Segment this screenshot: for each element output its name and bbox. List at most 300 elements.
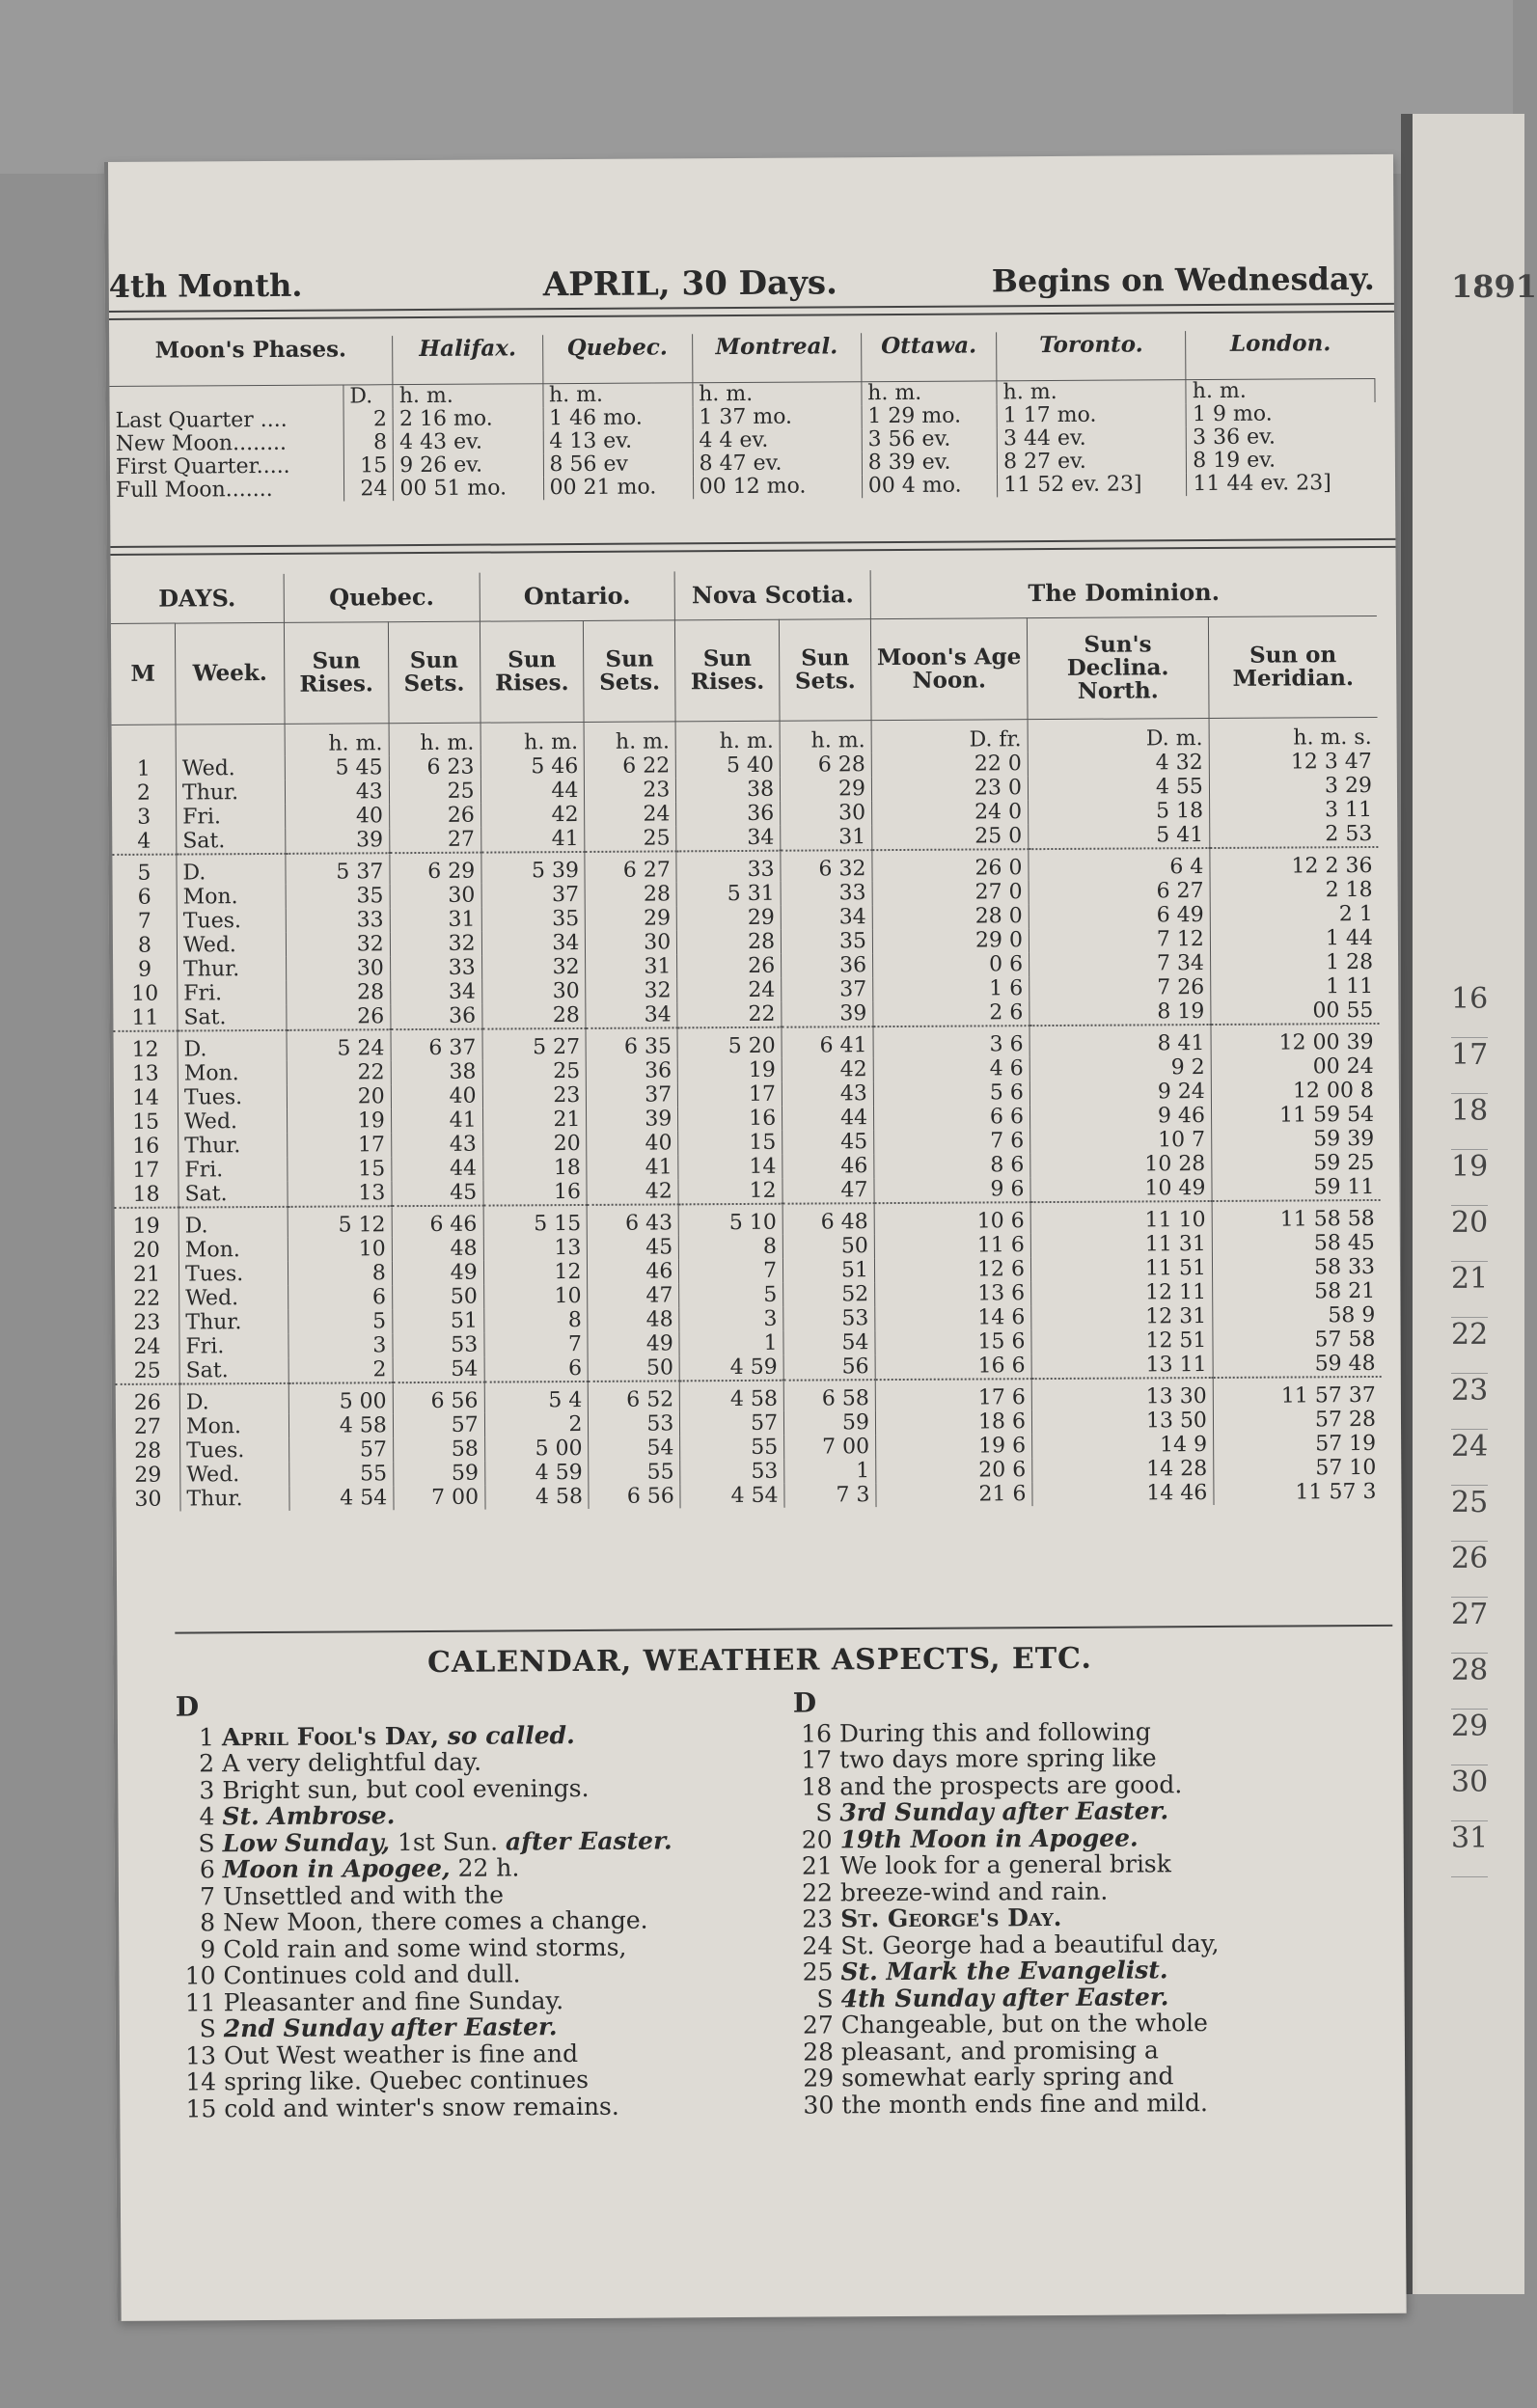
day-value: 12 31 — [1031, 1304, 1213, 1329]
phase-time: 8 56 ev — [543, 452, 693, 477]
calendar-day: S — [199, 2014, 216, 2043]
facing-page-year: 1891 — [1451, 268, 1537, 305]
day-value: 37 — [481, 883, 586, 908]
day-value: 6 56 — [589, 1484, 680, 1509]
calendar-day: 29 — [803, 2064, 835, 2093]
day-number: 8 — [113, 934, 178, 958]
phase-time: 00 12 mo. — [693, 475, 862, 499]
day-value: 2 1 — [1338, 901, 1373, 927]
day-number: 2 — [112, 781, 177, 806]
day-value: 31 — [390, 908, 481, 933]
day-value: 5 31 — [676, 882, 781, 907]
phase-time: 1 17 mo. — [997, 403, 1186, 427]
day-value: 14 6 — [875, 1305, 1031, 1330]
weekday: Mon. — [178, 1061, 287, 1086]
weekday: Sat. — [178, 1182, 288, 1208]
month-begins: Begins on Wednesday. — [991, 260, 1375, 300]
day-value: 47 — [782, 1178, 874, 1204]
day-value: 8 — [679, 1235, 783, 1260]
day-value: 4 54 — [289, 1486, 394, 1511]
day-value: 13 30 — [1031, 1378, 1213, 1409]
phase-time: 00 4 mo. — [862, 474, 998, 498]
day-number: 19 — [115, 1208, 179, 1239]
month-title: APRIL, 30 Days. — [542, 263, 837, 305]
day-value: 20 — [287, 1084, 391, 1109]
day-value: 28 0 — [872, 904, 1029, 929]
day-value: 11 10 — [1030, 1201, 1212, 1233]
day-value: 58 9 — [1328, 1302, 1376, 1328]
calendar-entry — [178, 2093, 718, 2122]
calendar-text: Changeable, but on the whole — [840, 2009, 1208, 2039]
weekday: Tues. — [180, 1438, 289, 1464]
col-header: Sun Rises. — [480, 620, 584, 723]
weekday: D. — [179, 1383, 288, 1415]
day-value: 5 24 — [287, 1029, 391, 1061]
weekday: Thur. — [178, 957, 287, 982]
day-number: 5 — [112, 855, 177, 886]
day-value: 35 — [781, 929, 872, 954]
day-value: 3 11 — [1325, 797, 1373, 823]
day-value: 5 46 — [480, 754, 585, 780]
calendar-text: somewhat early spring and — [841, 2062, 1174, 2093]
day-value: 6 41 — [782, 1026, 873, 1058]
col-header: Sun Sets. — [780, 619, 872, 722]
day-value: 13 50 — [1031, 1409, 1213, 1434]
day-number: 6 — [113, 886, 178, 910]
day-value: 00 24 — [1312, 1054, 1374, 1080]
day-number: 20 — [115, 1239, 179, 1263]
units-cell — [112, 725, 177, 757]
day-value: 51 — [783, 1258, 875, 1283]
facing-page-number: 18 — [1451, 1094, 1488, 1150]
day-value: 3 29 — [1324, 773, 1373, 799]
calendar-entry — [178, 1986, 718, 2016]
calendar-text: spring like. Quebec continues — [224, 2065, 590, 2096]
day-value: 59 — [394, 1462, 485, 1487]
day-value: 25 — [585, 826, 676, 852]
calendar-text: Bright sun, but cool evenings. — [222, 1773, 590, 1804]
phase-time: 00 51 mo. — [394, 477, 543, 501]
day-value: 42 — [587, 1179, 678, 1205]
day-value: 25 0 — [872, 824, 1029, 850]
day-value: 20 — [482, 1132, 587, 1157]
day-value: 55 — [589, 1460, 680, 1485]
day-value: 37 — [587, 1082, 678, 1108]
day-value: 53 — [783, 1306, 875, 1331]
day-value: 54 — [783, 1330, 875, 1355]
calendar-day: 3 — [199, 1775, 215, 1804]
weekday: Mon. — [177, 885, 286, 910]
day-value: 2 6 — [873, 1000, 1029, 1026]
day-value: 4 54 — [680, 1484, 784, 1509]
calendar-text: and the prospects are good. — [839, 1769, 1183, 1800]
moon-phases-header: Moon's Phases. — [109, 336, 393, 386]
day-value: 59 39 — [1313, 1126, 1375, 1152]
day-value: 58 33 — [1313, 1254, 1376, 1280]
day-value: 34 — [390, 980, 481, 1005]
day-value: 14 28 — [1032, 1457, 1214, 1482]
day-value: 12 00 8 — [1292, 1078, 1374, 1104]
phase-time: 9 26 ev. — [394, 453, 543, 478]
day-value: 23 — [585, 778, 676, 803]
calendar-text: cold and winter's snow remains. — [224, 2092, 619, 2122]
phase-d-label: D. — [343, 385, 394, 409]
day-value: 13 6 — [875, 1281, 1031, 1306]
weekday: Sat. — [177, 829, 286, 855]
weekday: Tues. — [178, 1262, 288, 1287]
calendar-text: Cold rain and some wind storms, — [223, 1932, 627, 1963]
calendar-day: 7 — [199, 1881, 216, 1910]
day-number: 10 — [113, 982, 178, 1006]
calendar-day: 6 — [199, 1855, 215, 1884]
day-number: 22 — [115, 1287, 179, 1311]
day-value: 57 — [289, 1437, 394, 1463]
calendar-text: St. George's Day. — [840, 1902, 1062, 1933]
day-value: 7 26 — [1029, 975, 1211, 1000]
day-value: 14 — [678, 1155, 782, 1180]
day-value: 57 — [393, 1413, 484, 1438]
day-value: 50 — [782, 1234, 874, 1259]
weekday: D. — [178, 1030, 287, 1062]
calendar-entry — [794, 1822, 1392, 1852]
facing-page-number: 16 — [1451, 982, 1488, 1038]
day-value: 24 — [677, 978, 782, 1003]
calendar-text: 4th Sunday after Easter. — [840, 1982, 1169, 2012]
calendar-text: St. Mark the Evangelist. — [840, 1956, 1168, 1986]
day-value: 27 — [390, 828, 481, 854]
day-value: 5 37 — [286, 853, 390, 885]
day-value: 6 58 — [783, 1380, 875, 1411]
phase-time: 8 27 ev. — [998, 450, 1187, 474]
day-value: 9 6 — [874, 1177, 1030, 1203]
day-value: 5 41 — [1029, 823, 1210, 849]
units-cell: D. fr. — [871, 720, 1028, 752]
calendar-text: two days more spring like — [839, 1743, 1157, 1774]
day-value: 6 27 — [585, 851, 676, 883]
day-value: 22 — [677, 1002, 782, 1028]
calendar-day: 14 — [185, 2067, 217, 2096]
phase-day: 2 — [343, 408, 394, 431]
weekday: Sat. — [179, 1358, 288, 1384]
day-number: 14 — [114, 1086, 178, 1110]
day-value: 28 — [677, 930, 782, 955]
calendar-day: 30 — [803, 2090, 835, 2120]
day-value: 7 3 — [784, 1483, 876, 1508]
phase-units: h. m. — [542, 383, 692, 407]
day-value: 49 — [588, 1331, 679, 1356]
units-cell — [176, 724, 285, 756]
calendar-text: Pleasanter and fine Sunday. — [223, 1985, 564, 2016]
day-value: 5 6 — [873, 1081, 1029, 1106]
day-value: 6 — [484, 1356, 589, 1382]
calendar-text: 1st Sun. — [389, 1826, 507, 1856]
day-value: 22 0 — [871, 752, 1028, 777]
day-value: 13 — [483, 1236, 588, 1261]
calendar-entry — [177, 1959, 717, 1989]
facing-page — [1401, 114, 1537, 2294]
col-header: Sun on Meridian. — [1208, 616, 1377, 718]
day-value: 17 6 — [875, 1379, 1031, 1410]
day-value: 10 — [483, 1284, 588, 1309]
day-value: 57 28 — [1314, 1407, 1377, 1433]
units-cell: h. m. — [675, 721, 780, 753]
phase-time: 8 47 ev. — [693, 452, 862, 476]
calendar-day: 9 — [200, 1934, 216, 1963]
day-value: 5 00 — [484, 1437, 589, 1462]
calendar-text: pleasant, and promising a — [840, 2035, 1159, 2066]
calendar-day: 27 — [802, 2011, 834, 2039]
calendar-entry — [176, 1774, 716, 1804]
day-value: 1 44 — [1325, 925, 1374, 951]
day-value: 1 6 — [873, 976, 1029, 1001]
phase-name: First Quarter..... — [110, 454, 344, 479]
group-header: Ontario. — [480, 571, 675, 621]
day-value: 11 59 54 — [1279, 1102, 1375, 1128]
day-value: 7 — [484, 1332, 589, 1357]
weekday: Wed. — [179, 1286, 288, 1311]
day-value: 21 6 — [876, 1482, 1032, 1507]
day-value: 33 — [286, 908, 390, 933]
day-value: 43 — [391, 1133, 482, 1158]
calendar-day: 10 — [184, 1961, 216, 1990]
day-number: 9 — [113, 958, 178, 982]
day-value: 12 11 — [1031, 1280, 1213, 1305]
day-value: 48 — [392, 1237, 483, 1262]
day-value: 52 — [783, 1282, 875, 1307]
calendar-rule — [175, 1625, 1392, 1634]
facing-page-number: 31 — [1451, 1821, 1488, 1877]
day-number: 11 — [113, 1006, 178, 1031]
day-value: 29 0 — [872, 928, 1029, 953]
day-value: 34 — [586, 1002, 677, 1028]
day-value: 15 — [288, 1157, 392, 1182]
day-value: 4 58 — [288, 1413, 393, 1438]
facing-page-number: 17 — [1451, 1038, 1488, 1094]
phase-time: 3 56 ev. — [862, 427, 998, 452]
calendar-day: 1 — [198, 1722, 215, 1751]
day-number: 30 — [116, 1488, 180, 1512]
col-header: Sun's Declina. North. — [1027, 617, 1209, 720]
calendar-text: the month ends fine and mild. — [841, 2088, 1209, 2119]
group-header: Nova Scotia. — [674, 570, 870, 620]
calendar-text: St. George had a beautiful day, — [840, 1929, 1220, 1959]
day-value: 46 — [588, 1259, 679, 1284]
phase-time: 1 9 mo. — [1192, 401, 1273, 427]
day-value: 5 39 — [481, 852, 586, 884]
day-value: 6 — [288, 1285, 393, 1310]
day-value: 28 — [586, 882, 677, 907]
facing-page-number: 19 — [1451, 1150, 1488, 1206]
day-number: 21 — [115, 1263, 179, 1287]
day-value: 16 — [483, 1180, 588, 1206]
day-value: 33 — [676, 851, 781, 883]
day-value: 43 — [285, 780, 389, 805]
day-value: 39 — [782, 1001, 873, 1027]
day-value: 5 20 — [677, 1027, 782, 1059]
day-value: 31 — [781, 825, 872, 851]
day-value: 59 48 — [1314, 1351, 1376, 1377]
day-value: 6 49 — [1029, 903, 1210, 928]
day-value: 12 3 47 — [1290, 749, 1372, 775]
day-value: 29 — [677, 906, 782, 931]
calendar-entry — [795, 2062, 1393, 2092]
weekday: Fri. — [177, 805, 286, 830]
day-number: 13 — [114, 1062, 178, 1086]
day-value: 51 — [393, 1309, 484, 1334]
calendar-text: after Easter. — [505, 1825, 672, 1855]
day-value: 16 6 — [875, 1354, 1031, 1380]
day-value: 29 — [781, 777, 872, 802]
day-value: 6 32 — [781, 850, 872, 882]
day-value: 7 34 — [1029, 951, 1210, 976]
day-value: 6 37 — [391, 1029, 482, 1061]
calendar-day: 21 — [801, 1851, 833, 1880]
day-number: 26 — [116, 1384, 180, 1415]
calendar-day: 2 — [199, 1749, 215, 1778]
day-value: 43 — [782, 1081, 873, 1107]
day-value: 57 19 — [1315, 1431, 1377, 1457]
day-value: 9 46 — [1029, 1104, 1211, 1129]
day-value: 34 — [781, 905, 872, 930]
day-value: 5 18 — [1029, 799, 1210, 824]
calendar-entry — [177, 1933, 717, 1963]
weekday: Thur. — [176, 780, 285, 806]
calendar-day: 11 — [184, 1987, 216, 2017]
calendar-text: so called. — [438, 1720, 575, 1750]
day-value: 54 — [589, 1436, 680, 1461]
city-header: London. — [1186, 330, 1375, 380]
day-value: 8 — [288, 1261, 392, 1286]
weekday: Mon. — [179, 1414, 288, 1439]
calendar-day: 13 — [185, 2040, 217, 2070]
day-value: 11 57 37 — [1213, 1377, 1382, 1409]
facing-page-number: 24 — [1451, 1430, 1488, 1486]
day-value: 5 12 — [288, 1206, 392, 1238]
weekday: Sat. — [178, 1005, 287, 1031]
calendar-day: 23 — [802, 1904, 834, 1933]
day-value: 53 — [589, 1411, 680, 1437]
days-header: DAYS. — [111, 574, 285, 624]
phase-units: h. m. — [693, 382, 862, 407]
day-number: 3 — [112, 806, 177, 830]
day-value: 30 — [781, 801, 872, 826]
calendar-text: Out West weather is fine and — [223, 2039, 579, 2069]
day-value: 9 2 — [1029, 1055, 1211, 1081]
day-value: 27 0 — [872, 880, 1029, 905]
calendar-entry — [795, 2088, 1393, 2118]
calendar-entry — [176, 1747, 716, 1777]
day-value: 5 45 — [285, 755, 389, 780]
day-value: 50 — [392, 1285, 483, 1310]
calendar-day: 8 — [200, 1908, 216, 1937]
weekday: Fri. — [178, 1158, 288, 1183]
day-value: 1 28 — [1326, 949, 1374, 975]
day-value: 4 58 — [485, 1485, 590, 1510]
day-value: 36 — [676, 802, 781, 827]
day-value: 6 35 — [586, 1027, 677, 1059]
sun-moon-table — [111, 567, 1383, 1512]
day-value: 25 — [482, 1059, 587, 1084]
city-header: Toronto. — [997, 331, 1187, 381]
phase-day: 8 — [343, 431, 394, 454]
col-header: Sun Rises. — [675, 619, 780, 722]
calendar-left-column — [176, 1690, 719, 2121]
phases-rule — [110, 538, 1395, 556]
month-number: 4th Month. — [108, 266, 303, 305]
day-value: 12 6 — [874, 1257, 1030, 1282]
background — [0, 0, 1513, 174]
day-value: 5 15 — [483, 1205, 588, 1237]
day-value: 25 — [389, 780, 480, 805]
day-value: 45 — [392, 1181, 483, 1207]
day-value: 40 — [587, 1131, 678, 1156]
weekday: D. — [178, 1207, 288, 1239]
day-value: 39 — [286, 828, 390, 854]
day-value: 41 — [480, 827, 585, 853]
facing-page-number: 30 — [1451, 1765, 1488, 1821]
day-value: 29 — [586, 906, 677, 931]
phase-time: 00 21 mo. — [543, 476, 693, 500]
col-header-week: Week. — [175, 622, 285, 725]
day-value: 36 — [782, 953, 873, 978]
day-value: 24 0 — [872, 800, 1029, 825]
day-value: 50 — [589, 1355, 680, 1382]
calendar-text: April Fool's Day, — [221, 1721, 440, 1751]
day-value: 5 4 — [484, 1382, 589, 1413]
day-value: 6 29 — [390, 853, 481, 885]
day-value: 7 — [679, 1259, 783, 1284]
calendar-entry — [793, 1769, 1391, 1799]
phase-time: 2 16 mo. — [393, 407, 542, 431]
day-value: 33 — [390, 956, 481, 981]
weekday: Fri. — [178, 981, 287, 1006]
calendar-entry — [795, 2035, 1393, 2065]
day-number: 15 — [114, 1110, 178, 1135]
facing-page-number: 28 — [1451, 1654, 1488, 1710]
day-value: 11 51 — [1030, 1256, 1212, 1281]
calendar-day: 4 — [199, 1802, 215, 1831]
phase-time: 1 37 mo. — [693, 405, 862, 429]
calendar-entry — [176, 1721, 716, 1751]
calendar-entry — [177, 1827, 717, 1857]
day-number: 1 — [112, 757, 177, 781]
calendar-day: 20 — [801, 1824, 833, 1854]
calendar-day: S — [815, 1798, 833, 1827]
weekday: Thur. — [178, 1134, 288, 1159]
col-header-m: M — [111, 623, 176, 725]
day-value: 6 52 — [589, 1381, 680, 1412]
city-header: Quebec. — [542, 334, 692, 383]
phase-time: 8 19 ev. — [1193, 448, 1276, 474]
day-value: 55 — [289, 1462, 394, 1487]
day-value: 15 6 — [875, 1329, 1031, 1354]
phase-time: 1 46 mo. — [543, 406, 693, 430]
day-number: 24 — [115, 1335, 179, 1359]
day-value: 12 51 — [1031, 1328, 1213, 1354]
day-value: 24 — [585, 802, 676, 827]
calendar-text: A very delightful day. — [222, 1747, 482, 1778]
day-value: 42 — [782, 1057, 873, 1082]
day-value: 19 — [288, 1108, 392, 1134]
phase-day: 24 — [343, 478, 394, 501]
calendar-day: 24 — [802, 1930, 834, 1960]
day-value: 6 56 — [393, 1382, 484, 1414]
day-value: 36 — [587, 1058, 678, 1083]
day-value: 28 — [287, 980, 391, 1005]
calendar-day: 28 — [803, 2037, 835, 2066]
day-value: 39 — [587, 1107, 678, 1132]
day-value: 1 — [679, 1331, 783, 1356]
